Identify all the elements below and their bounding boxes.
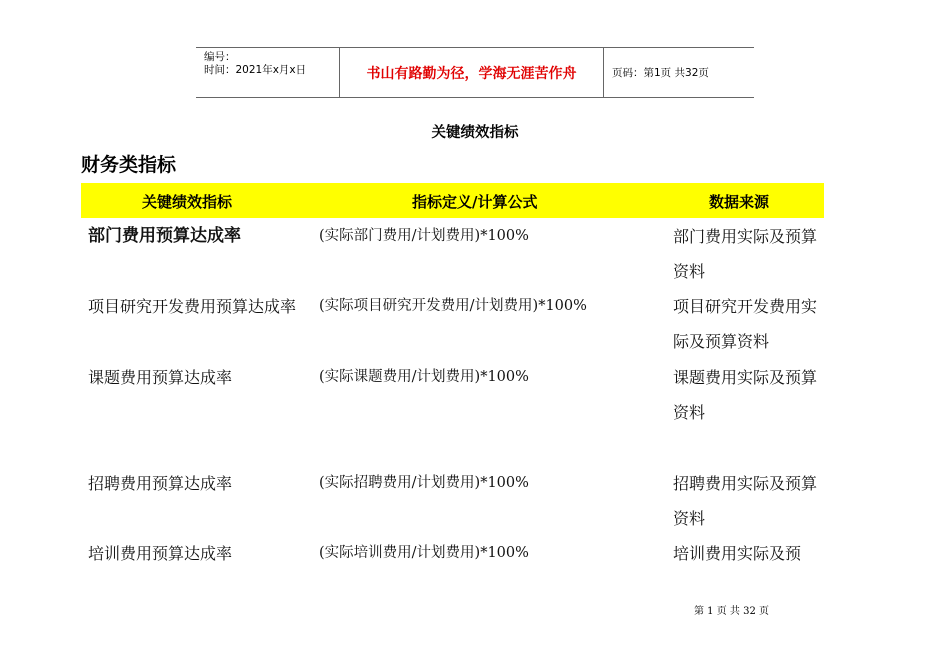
row-5-source: 培训费用实际及预: [673, 544, 802, 563]
row-5-formula: (实际培训费用/计划费用)*100%: [319, 545, 529, 561]
page-header: [196, 47, 754, 98]
row-4-kpi: 招聘费用预算达成率: [88, 474, 233, 493]
time-label: 时间：2021年x月x日: [204, 64, 307, 76]
row-1-source: 部门费用实际及预算资料: [673, 227, 818, 281]
row-1-formula: (实际部门费用/计划费用)*100%: [319, 228, 529, 244]
motto: 书山有路勤为径，学海无涯苦作舟: [339, 48, 604, 97]
row-4-formula: (实际招聘费用/计划费用)*100%: [319, 475, 529, 491]
header-meta: [196, 48, 339, 97]
row-2-formula: (实际项目研究开发费用/计划费用)*100%: [319, 298, 587, 314]
row-3-formula: (实际课题费用/计划费用)*100%: [319, 369, 529, 385]
header-source: 数据来源: [709, 193, 770, 211]
row-2-kpi: 项目研究开发费用预算达成率: [88, 297, 297, 316]
page-footer: 第 1 页 共 32 页: [694, 606, 769, 617]
row-3-source: 课题费用实际及预算资料: [673, 368, 818, 422]
row-5-kpi: 培训费用预算达成率: [88, 544, 233, 563]
row-4-source: 招聘费用实际及预算资料: [673, 474, 818, 528]
header-kpi: 关键绩效指标: [142, 193, 233, 211]
row-1-kpi: 部门费用预算达成率: [88, 226, 241, 246]
row-3-kpi: 课题费用预算达成率: [88, 368, 233, 387]
table-header-row: [81, 183, 824, 218]
page-info: 页码：第1页 共32页: [612, 67, 709, 79]
number-label: 编号：: [204, 51, 236, 63]
document-title: 关键绩效指标: [431, 125, 519, 141]
section-title: 财务类指标: [81, 154, 177, 176]
header-formula: 指标定义/计算公式: [412, 193, 538, 211]
row-2-source: 项目研究开发费用实际及预算资料: [673, 297, 818, 351]
